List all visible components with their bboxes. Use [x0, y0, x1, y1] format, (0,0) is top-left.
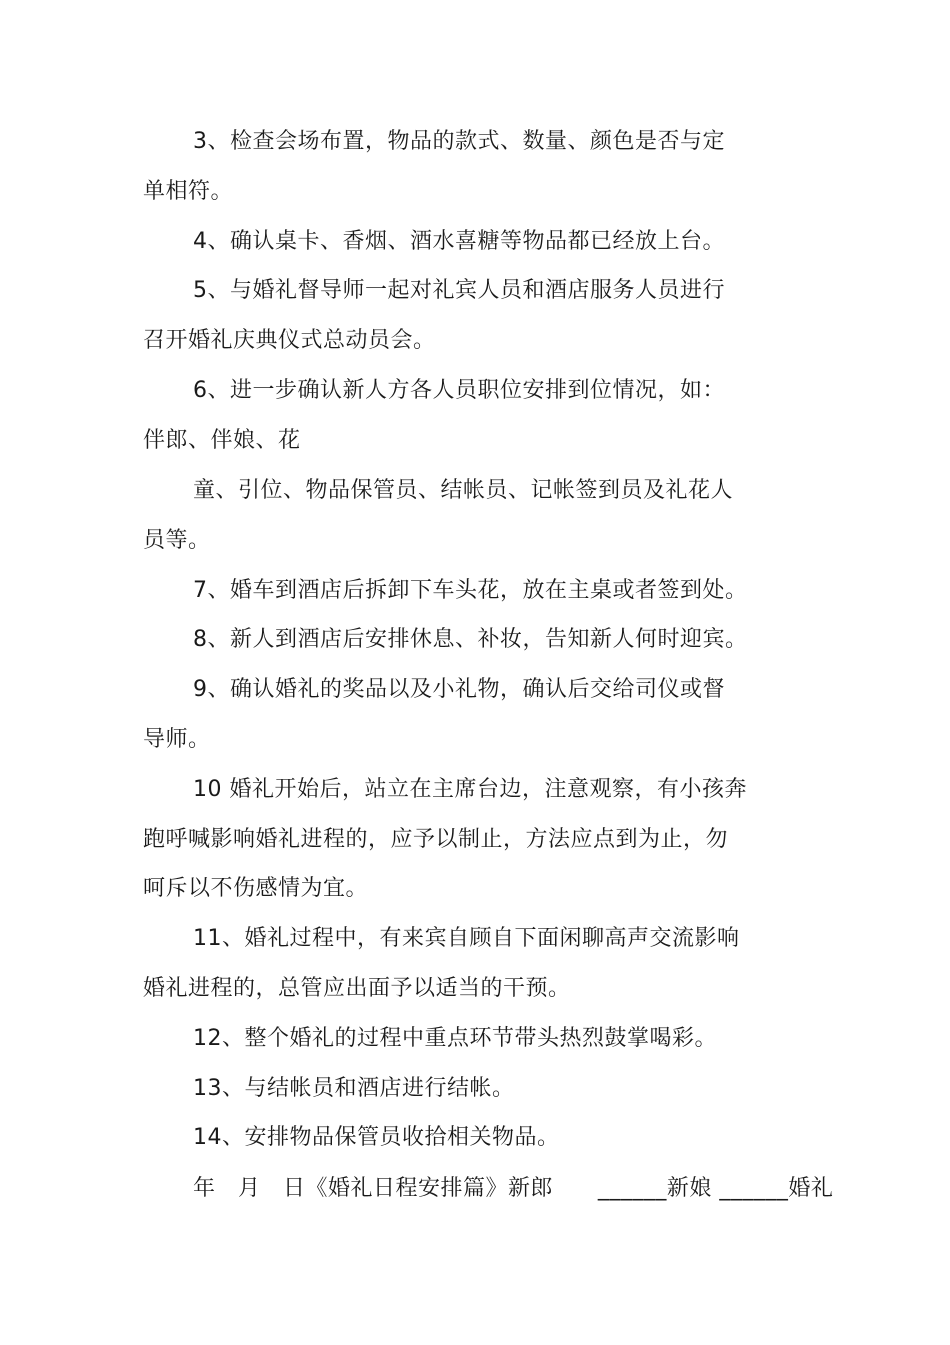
- item-14-line-1: 14、安排物品保管员收拾相关物品。: [193, 1125, 560, 1150]
- item-3-line-1: 3、检查会场布置，物品的款式、数量、颜色是否与定: [193, 129, 725, 154]
- item-8-line-1: 8、新人到酒店后安排休息、补妆，告知新人何时迎宾。: [193, 627, 748, 652]
- item-6-line-1: 6、进一步确认新人方各人员职位安排到位情况，如：: [193, 378, 725, 403]
- wedding-schedule-heading-line: 年 月 日《婚礼日程安排篇》新郎 ______新娘 ______婚礼: [193, 1176, 834, 1201]
- item-10-line-2: 跑呼喊影响婚礼进程的，应予以制止，方法应点到为止，勿: [143, 827, 729, 852]
- item-6-line-2: 伴郎、伴娘、花: [143, 428, 301, 453]
- item-4-line-1: 4、确认桌卡、香烟、酒水喜糖等物品都已经放上台。: [193, 229, 725, 254]
- item-7-line-1: 7、婚车到酒店后拆卸下车头花，放在主桌或者签到处。: [193, 578, 748, 603]
- item-10-line-3: 呵斥以不伤感情为宜。: [143, 876, 369, 901]
- item-12-line-1: 12、整个婚礼的过程中重点环节带头热烈鼓掌喝彩。: [193, 1026, 717, 1051]
- item-11-line-1: 11、婚礼过程中，有来宾自顾自下面闲聊高声交流影响: [193, 926, 740, 951]
- item-5-line-2: 召开婚礼庆典仪式总动员会。: [143, 328, 436, 353]
- item-5-line-1: 5、与婚礼督导师一起对礼宾人员和酒店服务人员进行: [193, 278, 725, 303]
- item-9-line-1: 9、确认婚礼的奖品以及小礼物，确认后交给司仪或督: [193, 677, 725, 702]
- item-3-line-2: 单相符。: [143, 179, 234, 204]
- item-6-line-4: 员等。: [143, 528, 211, 553]
- item-10-line-1: 10 婚礼开始后，站立在主席台边，注意观察，有小孩奔: [193, 777, 747, 802]
- item-9-line-2: 导师。: [143, 727, 211, 752]
- item-11-line-2: 婚礼进程的，总管应出面予以适当的干预。: [143, 976, 571, 1001]
- item-6-line-3: 童、引位、物品保管员、结帐员、记帐签到员及礼花人: [193, 478, 734, 503]
- item-13-line-1: 13、与结帐员和酒店进行结帐。: [193, 1076, 515, 1101]
